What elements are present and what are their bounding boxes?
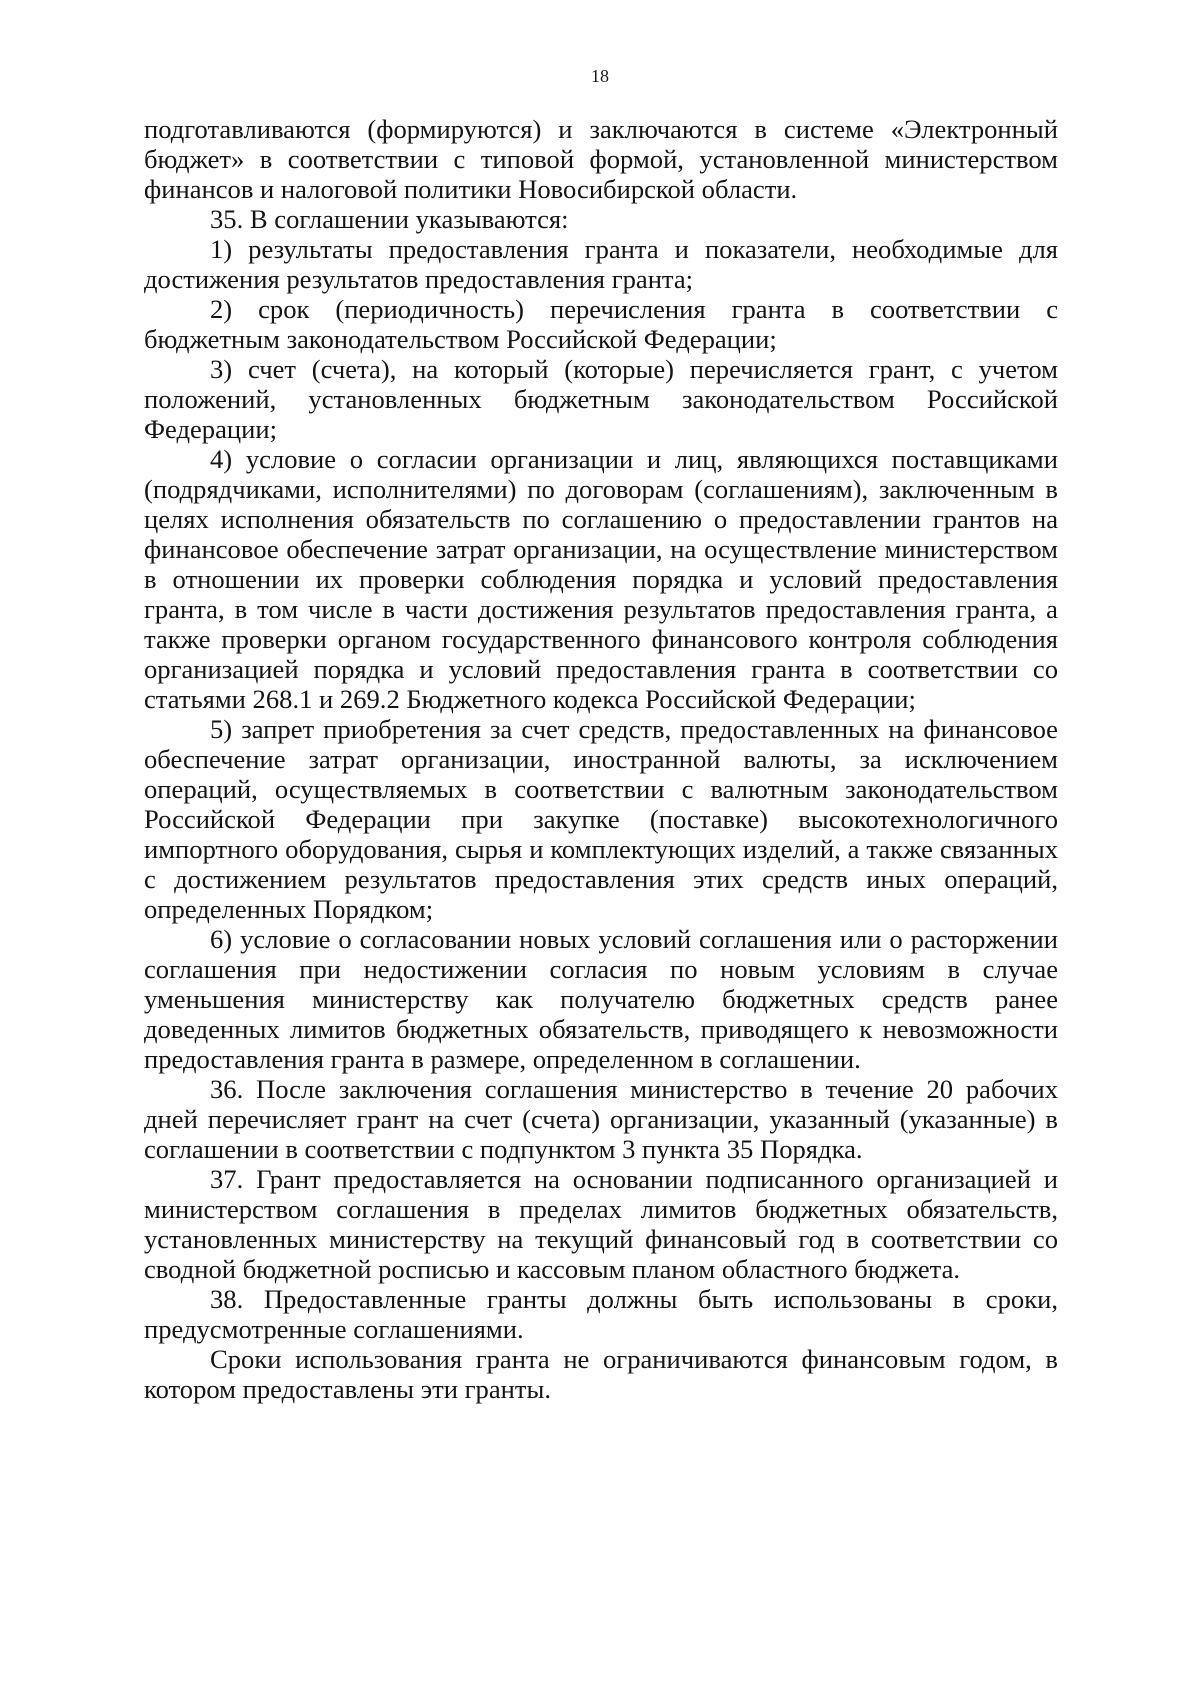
paragraph-35: 35. В соглашении указываются: bbox=[210, 204, 569, 234]
page-number: 18 bbox=[591, 66, 609, 86]
paragraph-37: 37. Грант предоставляется на основании подписанного организацией и министерством соглашения в пределах лимитов бюджетных обязательств, установленных министерству на текущий финансовый год в соответствии со сводной бюджетной росписью и кассовым планом областного бюджета. bbox=[144, 1164, 1058, 1284]
paragraph-35-item-2: 2) срок (периодичность) перечисления гранта в соответствии с бюджетным законодательством Российской Федерации; bbox=[144, 294, 1058, 354]
document-body bbox=[144, 114, 1058, 1404]
paragraph-35-item-1: 1) результаты предоставления гранта и показатели, необходимые для достижения результатов предоставления гранта; bbox=[144, 234, 1058, 294]
paragraph-38: 38. Предоставленные гранты должны быть использованы в сроки, предусмотренные соглашениями. bbox=[144, 1284, 1058, 1344]
paragraph-35-item-3: 3) счет (счета), на который (которые) перечисляется грант, с учетом положений, установленных бюджетным законодательством Российской Федерации; bbox=[144, 354, 1058, 444]
paragraph-36: 36. После заключения соглашения министерство в течение 20 рабочих дней перечисляет грант на счет (счета) организации, указанный (указанные) в соглашении в соответствии с подпунктом 3 пункта 35 Порядка. bbox=[144, 1074, 1058, 1164]
paragraph-terms: Сроки использования гранта не ограничиваются финансовым годом, в котором предоставлены эти гранты. bbox=[144, 1344, 1058, 1404]
paragraph-35-item-4: 4) условие о согласии организации и лиц, являющихся поставщиками (подрядчиками, исполнителями) по договорам (соглашениям), заключенным в целях исполнения обязательств по соглашению о предоставлении грантов на финансовое обеспечение затрат организации, на осуществление министерством в отношении их проверки соблюдения порядка и условий предоставления гранта, в том числе в части достижения результатов предоставления гранта, а также проверки органом государственного финансового контроля соблюдения организацией порядка и условий предоставления гранта в соответствии со статьями 268.1 и 269.2 Бюджетного кодекса Российской Федерации; bbox=[144, 444, 1058, 714]
paragraph-continuation: подготавливаются (формируются) и заключаются в системе «Электронный бюджет» в соответствии с типовой формой, установленной министерством финансов и налоговой политики Новосибирской области. bbox=[144, 114, 1058, 204]
paragraph-35-item-6: 6) условие о согласовании новых условий соглашения или о расторжении соглашения при недостижении согласия по новым условиям в случае уменьшения министерству как получателю бюджетных средств ранее доведенных лимитов бюджетных обязательств, приводящего к невозможности предоставления гранта в размере, определенном в соглашении. bbox=[144, 924, 1058, 1074]
paragraph-35-item-5: 5) запрет приобретения за счет средств, предоставленных на финансовое обеспечение затрат организации, иностранной валюты, за исключением операций, осуществляемых в соответствии с валютным законодательством Российской Федерации при закупке (поставке) высокотехнологичного импортного оборудования, сырья и комплектующих изделий, а также связанных с достижением результатов предоставления этих средств иных операций, определенных Порядком; bbox=[144, 714, 1058, 924]
